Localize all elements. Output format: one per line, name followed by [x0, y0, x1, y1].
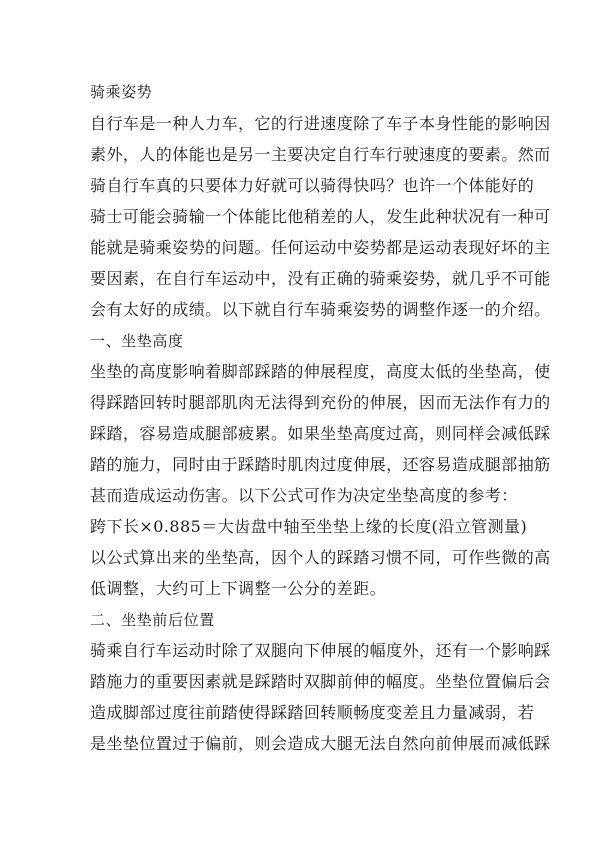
intro-line: 素外，人的体能也是另一主要决定自行车行驶速度的要素。然而 — [90, 145, 551, 164]
section1-note-line: 以公式算出来的坐垫高，因个人的踩踏习惯不同，可作些微的高 — [90, 548, 551, 567]
section1-note-line: 低调整，大约可上下调整一公分的差距。 — [90, 579, 387, 598]
section1-line: 得踩踏回转时腿部肌肉无法得到充份的伸展，因而无法作有力的 — [90, 393, 551, 412]
section2-line: 骑乘自行车运动时除了双腿向下伸展的幅度外，还有一个影响踩 — [90, 641, 551, 660]
section2-line: 踏施力的重要因素就是踩踏时双脚前伸的幅度。坐垫位置偏后会 — [90, 672, 551, 691]
seat-height-formula: 跨下长×0.885＝大齿盘中轴至坐垫上缘的长度(沿立管测量) — [90, 517, 528, 536]
intro-line: 要因素，在自行车运动中，没有正确的骑乘姿势，就几乎不可能 — [90, 269, 551, 288]
intro-line: 会有太好的成绩。以下就自行车骑乘姿势的调整作逐一的介绍。 — [90, 300, 551, 319]
intro-line: 骑自行车真的只要体力好就可以骑得快吗？也许一个体能好的 — [90, 176, 535, 195]
section1-heading: 一、坐垫高度 — [90, 332, 184, 350]
intro-line: 自行车是一种人力车，它的行进速度除了车子本身性能的影响因 — [90, 114, 551, 133]
section1-line: 甚而造成运动伤害。以下公式可作为决定坐垫高度的参考： — [90, 486, 518, 505]
section2-line: 造成脚部过度往前踏使得踩踏回转顺畅度变差且力量减弱，若 — [90, 703, 535, 722]
section1-line: 踏的施力，同时由于踩踏时肌肉过度伸展，还容易造成腿部抽筋 — [90, 455, 551, 474]
section2-heading: 二、坐垫前后位置 — [90, 611, 215, 629]
document-title: 骑乘姿势 — [90, 83, 153, 101]
section1-line: 坐垫的高度影响着脚部踩踏的伸展程度，高度太低的坐垫高，使 — [90, 362, 551, 381]
section2-line: 是坐垫位置过于偏前，则会造成大腿无法自然向前伸展而减低踩 — [90, 734, 551, 753]
intro-line: 骑士可能会骑输一个体能比他稍差的人，发生此种状况有一种可 — [90, 207, 551, 226]
section1-line: 踩踏，容易造成腿部疲累。如果坐垫高度过高，则同样会减低踩 — [90, 424, 551, 443]
intro-line: 能就是骑乘姿势的问题。任何运动中姿势都是运动表现好坏的主 — [90, 238, 551, 257]
